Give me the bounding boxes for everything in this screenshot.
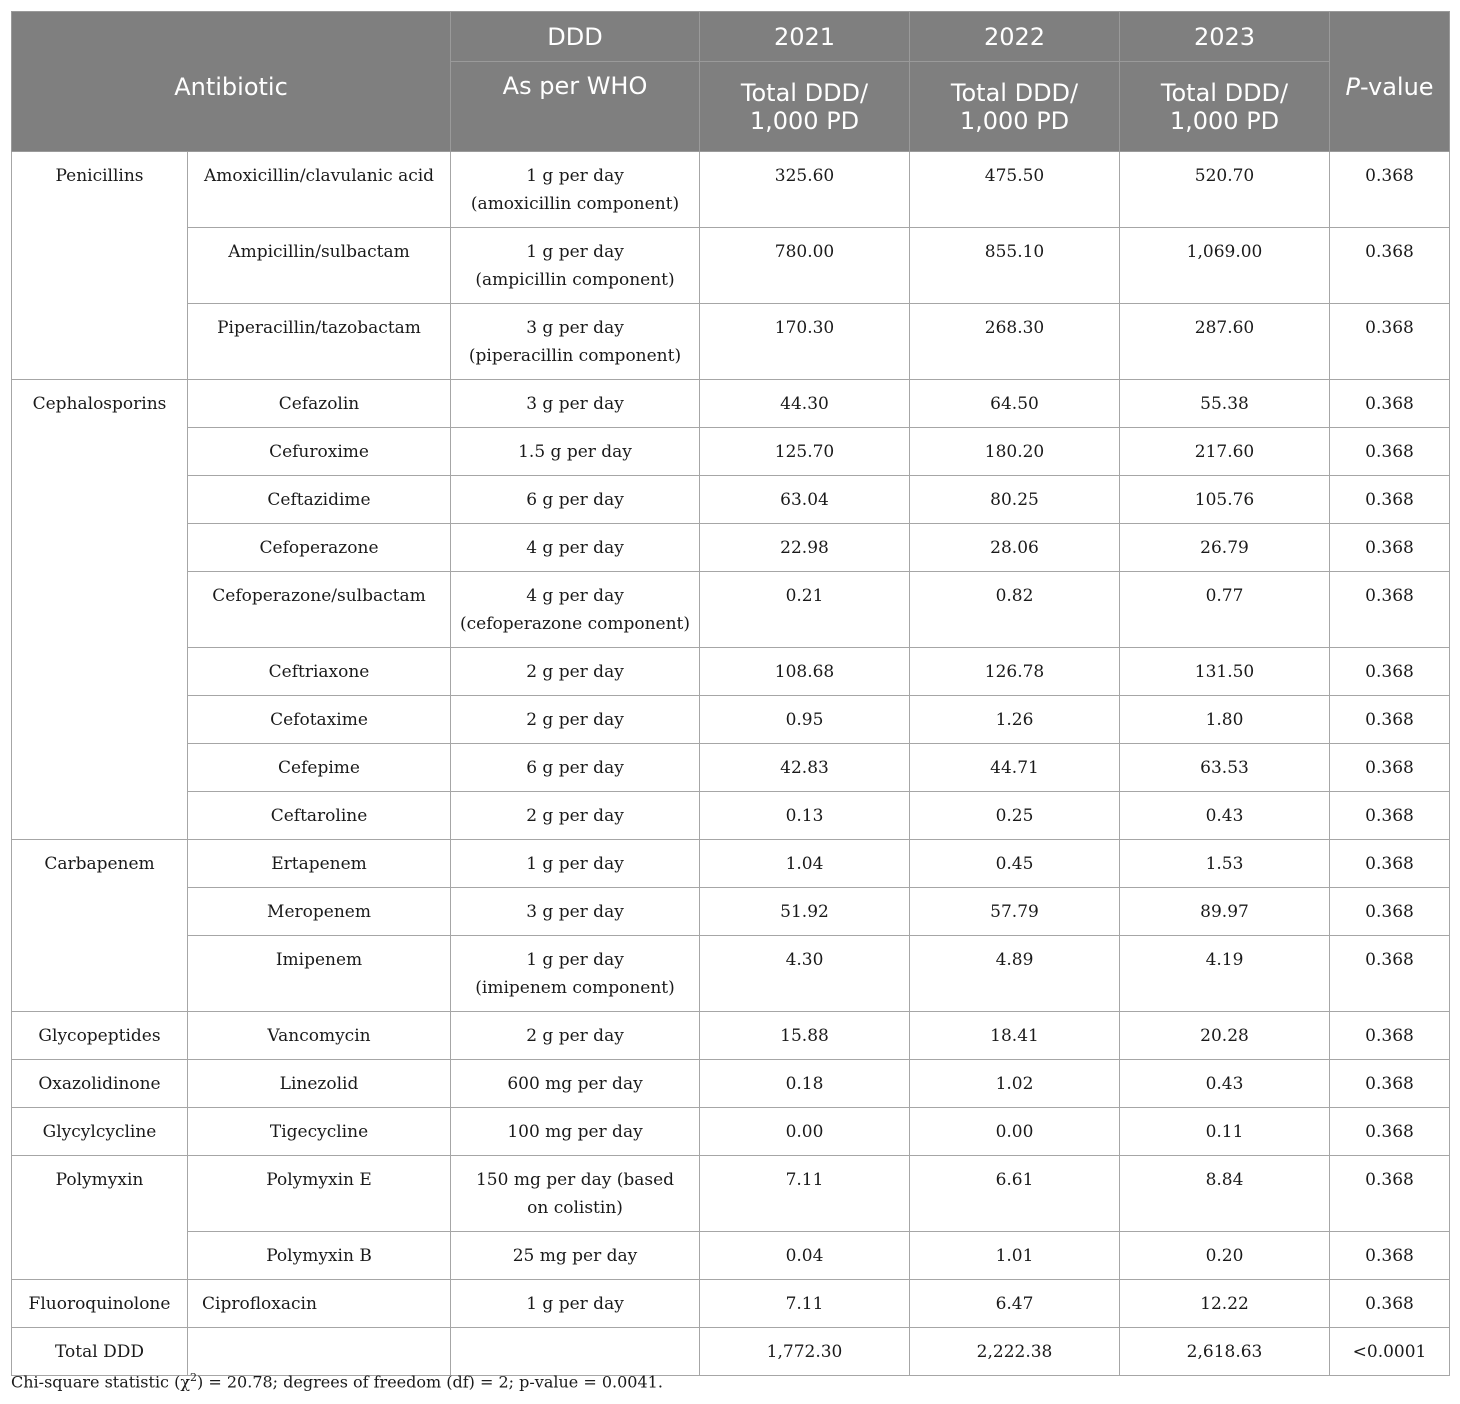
table-row — [12, 228, 1450, 304]
drug-name: Polymyxin B — [188, 1232, 451, 1280]
value-2022: 28.06 — [910, 524, 1120, 572]
value-2022: 4.89 — [910, 936, 1120, 1012]
value-2021: 0.04 — [700, 1232, 910, 1280]
table-body — [12, 152, 1450, 1376]
ddd-table — [11, 11, 1450, 1376]
table-header — [12, 12, 1450, 152]
ddd-value: 2 g per day — [451, 1012, 700, 1060]
value-2023: 20.28 — [1120, 1012, 1330, 1060]
p-value: 0.368 — [1330, 1156, 1450, 1232]
value-2022: 1.26 — [910, 696, 1120, 744]
value-2021: 15.88 — [700, 1012, 910, 1060]
value-2023: 4.19 — [1120, 936, 1330, 1012]
ddd-value: 3 g per day — [451, 380, 700, 428]
p-value: 0.368 — [1330, 1232, 1450, 1280]
value-2021: 51.92 — [700, 888, 910, 936]
value-2023: 55.38 — [1120, 380, 1330, 428]
header-ddd: DDD — [451, 12, 700, 62]
value-2023: 0.43 — [1120, 792, 1330, 840]
value-2023: 1.53 — [1120, 840, 1330, 888]
value-2022: 126.78 — [910, 648, 1120, 696]
group-carbapenem: Carbapenem — [12, 840, 188, 1012]
p-value: 0.368 — [1330, 476, 1450, 524]
header-p-italic: P — [1345, 72, 1360, 101]
p-value: 0.368 — [1330, 648, 1450, 696]
value-2023: 0.11 — [1120, 1108, 1330, 1156]
drug-name: Cefepime — [188, 744, 451, 792]
drug-name: Cefazolin — [188, 380, 451, 428]
header-total-line2: 1,000 PD — [749, 106, 860, 135]
table-row — [12, 840, 1450, 888]
drug-name: Ciprofloxacin — [188, 1280, 451, 1328]
value-2021: 125.70 — [700, 428, 910, 476]
ddd-value: 6 g per day — [451, 476, 700, 524]
p-value: 0.368 — [1330, 572, 1450, 648]
p-value: 0.368 — [1330, 1060, 1450, 1108]
value-2022: 180.20 — [910, 428, 1120, 476]
table-row — [12, 744, 1450, 792]
drug-name: Meropenem — [188, 888, 451, 936]
ddd-value: 4 g per day — [451, 524, 700, 572]
group-polymyxin: Polymyxin — [12, 1156, 188, 1280]
value-2021: 7.11 — [700, 1156, 910, 1232]
p-value: 0.368 — [1330, 744, 1450, 792]
p-value: 0.368 — [1330, 380, 1450, 428]
ddd-value: 25 mg per day — [451, 1232, 700, 1280]
drug-name: Ampicillin/sulbactam — [188, 228, 451, 304]
group-cephalosporins: Cephalosporins — [12, 380, 188, 840]
table-row — [12, 524, 1450, 572]
table-row — [12, 792, 1450, 840]
ddd-value: 6 g per day — [451, 744, 700, 792]
table-row — [12, 572, 1450, 648]
value-2023: 105.76 — [1120, 476, 1330, 524]
value-2022: 1.02 — [910, 1060, 1120, 1108]
value-2021: 42.83 — [700, 744, 910, 792]
drug-name: Polymyxin E — [188, 1156, 451, 1232]
group-glycopeptides: Glycopeptides — [12, 1012, 188, 1060]
value-2023: 0.20 — [1120, 1232, 1330, 1280]
value-2022: 268.30 — [910, 304, 1120, 380]
table-row — [12, 1232, 1450, 1280]
value-2021: 325.60 — [700, 152, 910, 228]
value-2021: 7.11 — [700, 1280, 910, 1328]
p-value: 0.368 — [1330, 936, 1450, 1012]
drug-name: Cefoperazone/sulbactam — [188, 572, 451, 648]
header-antibiotic: Antibiotic — [12, 12, 451, 152]
table-row — [12, 1280, 1450, 1328]
ddd-value: 1.5 g per day — [451, 428, 700, 476]
value-2022: 44.71 — [910, 744, 1120, 792]
p-value: 0.368 — [1330, 524, 1450, 572]
total-p-value: <0.0001 — [1330, 1328, 1450, 1376]
value-2021: 0.18 — [700, 1060, 910, 1108]
header-2021: 2021 — [700, 12, 910, 62]
value-2023: 1,069.00 — [1120, 228, 1330, 304]
group-fluoroquinolone: Fluoroquinolone — [12, 1280, 188, 1328]
table-row — [12, 696, 1450, 744]
empty-cell — [451, 1328, 700, 1376]
p-value: 0.368 — [1330, 228, 1450, 304]
value-2022: 0.00 — [910, 1108, 1120, 1156]
header-total-line2: 1,000 PD — [959, 106, 1070, 135]
ddd-value: 3 g per day (piperacillin component) — [451, 304, 700, 380]
p-value: 0.368 — [1330, 1108, 1450, 1156]
total-2023: 2,618.63 — [1120, 1328, 1330, 1376]
ddd-value: 100 mg per day — [451, 1108, 700, 1156]
value-2022: 6.47 — [910, 1280, 1120, 1328]
value-2022: 57.79 — [910, 888, 1120, 936]
header-total-line1: Total DDD/ — [740, 78, 869, 107]
table-row — [12, 1060, 1450, 1108]
value-2023: 12.22 — [1120, 1280, 1330, 1328]
value-2023: 89.97 — [1120, 888, 1330, 936]
header-ddd-sub: As per WHO — [451, 62, 700, 152]
table-row — [12, 1012, 1450, 1060]
total-row — [12, 1328, 1450, 1376]
value-2021: 780.00 — [700, 228, 910, 304]
ddd-value: 4 g per day (cefoperazone component) — [451, 572, 700, 648]
drug-name: Cefoperazone — [188, 524, 451, 572]
header-total-line2: 1,000 PD — [1169, 106, 1280, 135]
drug-name: Ertapenem — [188, 840, 451, 888]
footnote-superscript: 2 — [190, 1371, 198, 1384]
value-2022: 6.61 — [910, 1156, 1120, 1232]
ddd-value: 2 g per day — [451, 792, 700, 840]
ddd-value: 1 g per day — [451, 1280, 700, 1328]
ddd-value: 150 mg per day (based on colistin) — [451, 1156, 700, 1232]
header-total-2022 — [910, 62, 1120, 152]
total-2021: 1,772.30 — [700, 1328, 910, 1376]
ddd-value: 1 g per day (imipenem component) — [451, 936, 700, 1012]
value-2022: 0.82 — [910, 572, 1120, 648]
header-total-2021 — [700, 62, 910, 152]
value-2021: 170.30 — [700, 304, 910, 380]
drug-name: Piperacillin/tazobactam — [188, 304, 451, 380]
value-2022: 1.01 — [910, 1232, 1120, 1280]
value-2021: 44.30 — [700, 380, 910, 428]
total-2022: 2,222.38 — [910, 1328, 1120, 1376]
table-row — [12, 428, 1450, 476]
empty-cell — [188, 1328, 451, 1376]
header-2022: 2022 — [910, 12, 1120, 62]
p-value: 0.368 — [1330, 888, 1450, 936]
p-value: 0.368 — [1330, 304, 1450, 380]
drug-name: Ceftriaxone — [188, 648, 451, 696]
footnote-part1: Chi-square statistic (χ — [11, 1372, 191, 1392]
header-total-line1: Total DDD/ — [950, 78, 1079, 107]
value-2023: 287.60 — [1120, 304, 1330, 380]
table-row — [12, 1156, 1450, 1232]
value-2022: 0.45 — [910, 840, 1120, 888]
table-row — [12, 476, 1450, 524]
value-2023: 8.84 — [1120, 1156, 1330, 1232]
table-row — [12, 648, 1450, 696]
header-total-line1: Total DDD/ — [1160, 78, 1289, 107]
value-2023: 26.79 — [1120, 524, 1330, 572]
group-penicillins: Penicillins — [12, 152, 188, 380]
p-value: 0.368 — [1330, 1012, 1450, 1060]
group-oxazolidinone: Oxazolidinone — [12, 1060, 188, 1108]
value-2021: 0.95 — [700, 696, 910, 744]
value-2021: 63.04 — [700, 476, 910, 524]
table-row — [12, 380, 1450, 428]
value-2021: 0.21 — [700, 572, 910, 648]
ddd-value: 2 g per day — [451, 648, 700, 696]
value-2021: 0.13 — [700, 792, 910, 840]
ddd-value: 2 g per day — [451, 696, 700, 744]
p-value: 0.368 — [1330, 840, 1450, 888]
drug-name: Ceftaroline — [188, 792, 451, 840]
value-2021: 0.00 — [700, 1108, 910, 1156]
table-row — [12, 1108, 1450, 1156]
drug-name: Cefotaxime — [188, 696, 451, 744]
drug-name: Amoxicillin/clavulanic acid — [188, 152, 451, 228]
drug-name: Ceftazidime — [188, 476, 451, 524]
ddd-value: 600 mg per day — [451, 1060, 700, 1108]
value-2022: 18.41 — [910, 1012, 1120, 1060]
group-glycylcycline: Glycylcycline — [12, 1108, 188, 1156]
drug-name: Cefuroxime — [188, 428, 451, 476]
value-2023: 1.80 — [1120, 696, 1330, 744]
drug-name: Tigecycline — [188, 1108, 451, 1156]
drug-name: Linezolid — [188, 1060, 451, 1108]
header-p-value — [1330, 12, 1450, 152]
ddd-value: 1 g per day (amoxicillin component) — [451, 152, 700, 228]
total-label: Total DDD — [12, 1328, 188, 1376]
value-2023: 520.70 — [1120, 152, 1330, 228]
p-value: 0.368 — [1330, 1280, 1450, 1328]
table-row — [12, 304, 1450, 380]
value-2022: 0.25 — [910, 792, 1120, 840]
value-2022: 80.25 — [910, 476, 1120, 524]
p-value: 0.368 — [1330, 696, 1450, 744]
drug-name: Vancomycin — [188, 1012, 451, 1060]
value-2022: 475.50 — [910, 152, 1120, 228]
ddd-value: 1 g per day (ampicillin component) — [451, 228, 700, 304]
header-p-rest: -value — [1359, 72, 1434, 101]
footnote-part2: ) = 20.78; degrees of freedom (df) = 2; p-value = 0.0041. — [197, 1372, 663, 1392]
value-2023: 0.43 — [1120, 1060, 1330, 1108]
drug-name: Imipenem — [188, 936, 451, 1012]
value-2022: 64.50 — [910, 380, 1120, 428]
ddd-value: 3 g per day — [451, 888, 700, 936]
value-2022: 855.10 — [910, 228, 1120, 304]
value-2023: 217.60 — [1120, 428, 1330, 476]
value-2021: 108.68 — [700, 648, 910, 696]
value-2021: 1.04 — [700, 840, 910, 888]
p-value: 0.368 — [1330, 152, 1450, 228]
table-row — [12, 936, 1450, 1012]
header-2023: 2023 — [1120, 12, 1330, 62]
footnote — [11, 1371, 663, 1391]
value-2023: 131.50 — [1120, 648, 1330, 696]
p-value: 0.368 — [1330, 792, 1450, 840]
p-value: 0.368 — [1330, 428, 1450, 476]
header-total-2023 — [1120, 62, 1330, 152]
value-2023: 0.77 — [1120, 572, 1330, 648]
ddd-value: 1 g per day — [451, 840, 700, 888]
value-2021: 22.98 — [700, 524, 910, 572]
table-row — [12, 888, 1450, 936]
value-2021: 4.30 — [700, 936, 910, 1012]
value-2023: 63.53 — [1120, 744, 1330, 792]
table-row — [12, 152, 1450, 228]
